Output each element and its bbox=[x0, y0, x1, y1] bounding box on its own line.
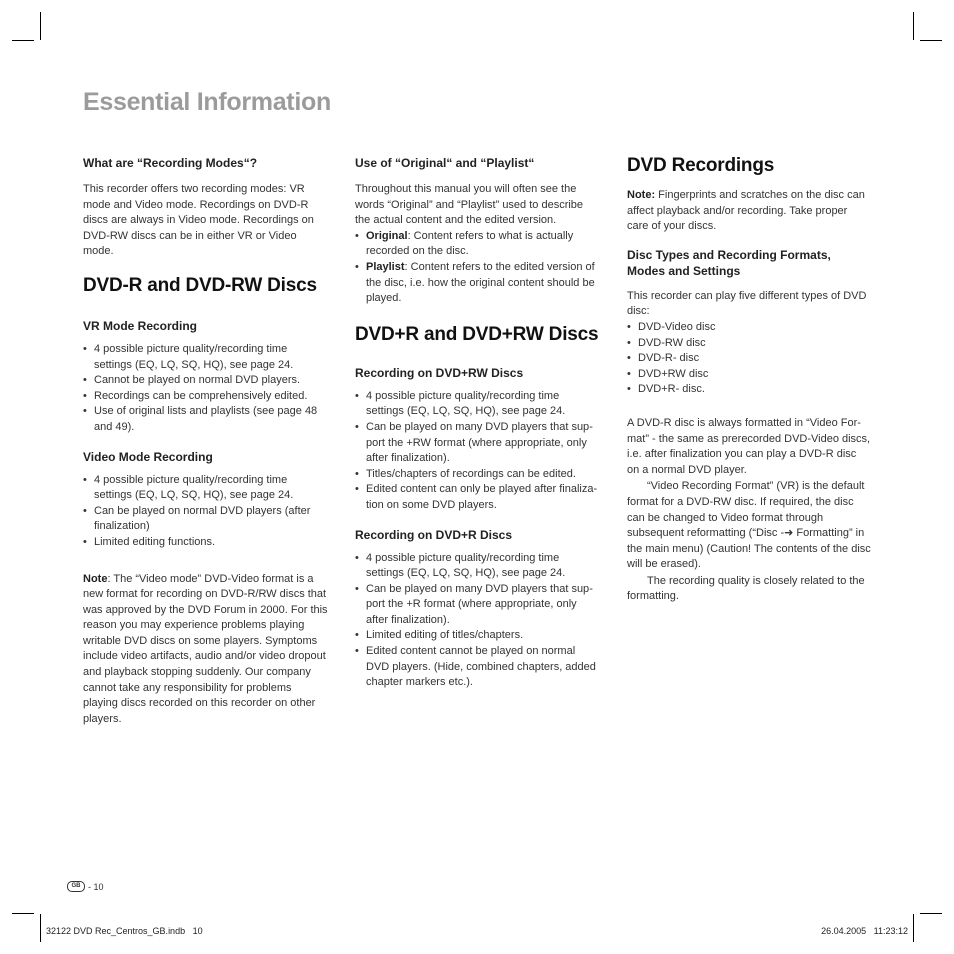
heading-original-playlist: Use of “Original“ and “Playlist“ bbox=[355, 156, 535, 170]
crop-mark bbox=[12, 913, 34, 914]
list-item: • Edited content cannot be played on normal DVD players. (Hide, combined chapters, added chapter markers etc.). bbox=[355, 644, 600, 691]
original-text: : Content refers to what is actually recorded on the disc. bbox=[366, 229, 574, 258]
note-text: Fingerprints and scratches on the disc can affect playback and/or recording. Take proper care of your discs. bbox=[627, 189, 865, 233]
paragraph-original-playlist: Throughout this manual you will often see the words “Original” and “Playlist” used to describe the actual content and the edited version. bbox=[355, 183, 584, 227]
list-item: • Cannot be played on normal DVD players. bbox=[83, 373, 328, 389]
crop-mark bbox=[12, 40, 34, 41]
crop-mark bbox=[913, 12, 914, 40]
crop-mark bbox=[920, 40, 942, 41]
list-item bbox=[355, 229, 600, 260]
playlist-label: Playlist bbox=[366, 260, 405, 273]
note-paragraph bbox=[627, 188, 871, 235]
list-item: • DVD+R- disc. bbox=[627, 382, 871, 398]
heading-dvd-recordings: DVD Recordings bbox=[627, 155, 775, 176]
list-item: • Recordings can be comprehensively edited. bbox=[83, 389, 328, 405]
original-label: Original bbox=[366, 229, 408, 242]
gb-badge: GB bbox=[67, 881, 85, 892]
paragraph-disc-types: This recorder can play five different types of DVD disc: bbox=[627, 289, 867, 318]
paragraph-vr-format: “Video Recording Format” (VR) is the default format for a DVD-RW disc. If required, the disc can be changed to Video format through subsequent reformatting (“Disc -➜ Formatting” in the main menu) (Caution! The contents of the disc will be erased). bbox=[627, 480, 871, 571]
list-item: • 4 possible picture quality/recording time settings (EQ, LQ, SQ, HQ), see page 24. bbox=[83, 473, 328, 504]
heading-disc-types: Disc Types and Recording Formats, Modes and Settings bbox=[627, 247, 831, 278]
paragraph-dvd-r-format: A DVD-R disc is always formatted in “Video Format” - the same as prerecorded DVD-Video discs, i.e. after finalization you can play a DVD-R disc on a normal DVD player. bbox=[627, 416, 871, 476]
list-item: • 4 possible picture quality/recording time settings (EQ, LQ, SQ, HQ), see page 24. bbox=[355, 389, 600, 420]
crop-mark bbox=[40, 12, 41, 40]
column-3 bbox=[627, 154, 871, 605]
page-number bbox=[67, 881, 104, 892]
heading-recording-modes: What are “Recording Modes“? bbox=[83, 156, 258, 170]
dvd-plus-r-list bbox=[355, 551, 600, 691]
heading-dvd-plus: DVD+R and DVD+RW Discs bbox=[355, 323, 599, 345]
disc-types-list bbox=[627, 320, 871, 398]
heading-recording-dvd-plus-r: Recording on DVD+R Discs bbox=[355, 527, 513, 542]
list-item: • Edited content can only be played after finalization on some DVD players. bbox=[355, 482, 600, 513]
paragraph-recording-quality: The recording quality is closely related to the formatting. bbox=[627, 574, 865, 603]
heading-recording-dvd-plus-rw: Recording on DVD+RW Discs bbox=[355, 365, 524, 380]
vr-mode-list bbox=[83, 342, 328, 436]
list-item: • DVD-RW disc bbox=[627, 336, 871, 352]
list-item: • DVD-Video disc bbox=[627, 320, 871, 336]
heading-video-mode: Video Mode Recording bbox=[83, 449, 213, 464]
list-item: • 4 possible picture quality/recording time settings (EQ, LQ, SQ, HQ), see page 24. bbox=[355, 551, 600, 582]
list-item: • Can be played on normal DVD players (after finalization) bbox=[83, 504, 328, 535]
playlist-text: : Content refers to the edited version of the disc, i.e. how the original content should be played. bbox=[366, 260, 595, 305]
note-label: Note bbox=[83, 572, 108, 585]
note-paragraph bbox=[83, 572, 328, 728]
page-number-text: - 10 bbox=[88, 881, 104, 892]
column-2 bbox=[355, 155, 600, 691]
list-item: • Limited editing of titles/chapters. bbox=[355, 628, 600, 644]
paragraph-recording-modes: This recorder offers two recording modes: VR mode and Video mode. Recordings on DVD-R discs are always in Video mode. Recordings on DVD-RW discs can be in either VR or Video mode. bbox=[83, 183, 314, 258]
list-item: • 4 possible picture quality/recording time settings (EQ, LQ, SQ, HQ), see page 24. bbox=[83, 342, 328, 373]
list-item: • Limited editing functions. bbox=[83, 535, 328, 551]
note-text: : The “Video mode” DVD-Video format is a new format for recording on DVD-R/RW discs that was approved by the DVD Forum in 2000. For this reason you may experience problems playing writable DVD discs on some players. Symptoms include video artifacts, audio and/or video dropout and playback stopping suddenly. Our company cannot take any responsibility for problems playing discs recorded on this recorder on other players. bbox=[83, 572, 328, 725]
list-item: • Titles/chapters of recordings can be edited. bbox=[355, 467, 600, 483]
column-1 bbox=[83, 155, 328, 727]
list-item: • Can be played on many DVD players that support the +RW format (where appropriate, only after finalization). bbox=[355, 420, 600, 467]
dvd-plus-rw-list bbox=[355, 389, 600, 514]
original-playlist-list bbox=[355, 229, 600, 307]
print-slug-file: 32122 DVD Rec_Centros_GB.indb 10 bbox=[46, 926, 203, 936]
crop-mark bbox=[920, 913, 942, 914]
note-label: Note: bbox=[627, 189, 656, 201]
crop-mark bbox=[913, 914, 914, 942]
list-item: • DVD+RW disc bbox=[627, 367, 871, 383]
list-item bbox=[355, 260, 600, 307]
print-slug-date: 26.04.2005 11:23:12 bbox=[821, 926, 908, 936]
heading-dvd-r-rw: DVD-R and DVD-RW Discs bbox=[83, 274, 317, 296]
page-title: Essential Information bbox=[83, 88, 331, 116]
heading-vr-mode: VR Mode Recording bbox=[83, 318, 198, 333]
list-item: • DVD-R- disc bbox=[627, 351, 871, 367]
video-mode-list bbox=[83, 473, 328, 551]
list-item: • Can be played on many DVD players that support the +R format (where appropriate, only after finalization). bbox=[355, 582, 600, 629]
list-item: • Use of original lists and playlists (see page 48 and 49). bbox=[83, 404, 328, 435]
crop-mark bbox=[40, 914, 41, 942]
